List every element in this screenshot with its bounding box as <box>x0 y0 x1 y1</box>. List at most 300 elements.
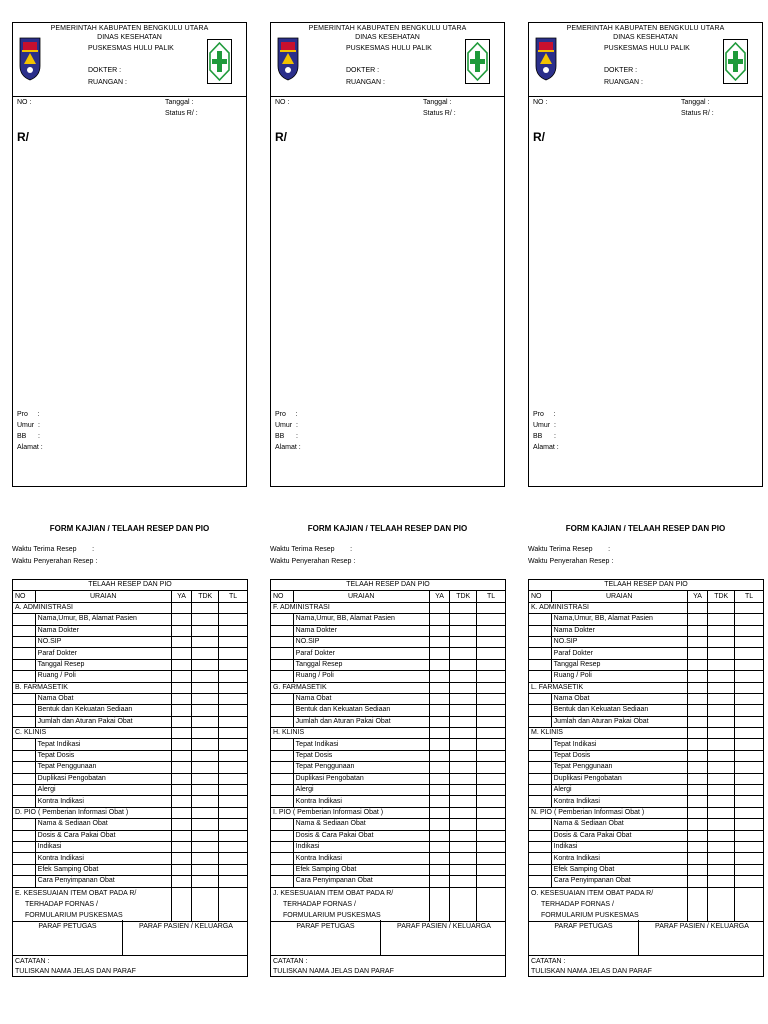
check-ya[interactable] <box>687 648 708 659</box>
check-ya[interactable] <box>171 762 192 773</box>
check-tdk[interactable] <box>192 728 219 739</box>
check-tl[interactable] <box>477 693 506 704</box>
check-tdk[interactable] <box>192 864 219 875</box>
notes-box <box>528 955 764 977</box>
check-tl[interactable] <box>477 648 506 659</box>
check-ya[interactable] <box>429 671 450 682</box>
check-tl[interactable] <box>219 807 248 818</box>
table-row <box>271 728 506 739</box>
row-no <box>529 830 552 841</box>
row-no <box>271 785 294 796</box>
row-no <box>271 625 294 636</box>
table-row <box>529 887 764 921</box>
criterion-label: Paraf Dokter <box>35 648 171 659</box>
check-tdk[interactable] <box>708 636 735 647</box>
check-tdk[interactable] <box>708 625 735 636</box>
check-tl[interactable] <box>477 739 506 750</box>
check-tl[interactable] <box>477 762 506 773</box>
check-tdk[interactable] <box>708 602 735 613</box>
check-tl[interactable] <box>735 853 764 864</box>
check-tdk[interactable] <box>450 739 477 750</box>
check-tl[interactable] <box>219 716 248 727</box>
check-tl[interactable] <box>219 682 248 693</box>
row-no <box>271 671 294 682</box>
check-ya[interactable] <box>429 773 450 784</box>
check-ya[interactable] <box>171 705 192 716</box>
check-tdk[interactable] <box>708 785 735 796</box>
check-tdk[interactable] <box>708 659 735 670</box>
check-tdk[interactable] <box>708 887 735 921</box>
check-ya[interactable] <box>171 853 192 864</box>
criterion-label: Dosis & Cara Pakai Obat <box>551 830 687 841</box>
check-ya[interactable] <box>429 693 450 704</box>
check-tl[interactable] <box>735 716 764 727</box>
check-tdk[interactable] <box>192 887 219 921</box>
check-tl[interactable] <box>477 659 506 670</box>
check-tl[interactable] <box>735 819 764 830</box>
check-ya[interactable] <box>687 728 708 739</box>
check-tl[interactable] <box>735 659 764 670</box>
check-ya[interactable] <box>171 876 192 887</box>
check-tl[interactable] <box>735 762 764 773</box>
check-tdk[interactable] <box>192 853 219 864</box>
check-ya[interactable] <box>171 739 192 750</box>
check-tl[interactable] <box>735 636 764 647</box>
criterion-label: Nama & Sediaan Obat <box>35 819 171 830</box>
criterion-label: Dosis & Cara Pakai Obat <box>293 830 429 841</box>
check-tl[interactable] <box>477 830 506 841</box>
check-tl[interactable] <box>477 807 506 818</box>
check-ya[interactable] <box>687 636 708 647</box>
criterion-label: Ruang / Poli <box>551 671 687 682</box>
check-tdk[interactable] <box>192 693 219 704</box>
check-tdk[interactable] <box>192 625 219 636</box>
check-tl[interactable] <box>477 671 506 682</box>
check-tdk[interactable] <box>708 864 735 875</box>
check-tl[interactable] <box>735 728 764 739</box>
table-row <box>271 671 506 682</box>
check-tdk[interactable] <box>708 819 735 830</box>
date-label: Tanggal : <box>423 99 452 106</box>
check-tdk[interactable] <box>708 762 735 773</box>
check-ya[interactable] <box>171 750 192 761</box>
check-tdk[interactable] <box>192 773 219 784</box>
check-ya[interactable] <box>429 841 450 852</box>
check-tdk[interactable] <box>450 773 477 784</box>
check-tl[interactable] <box>735 682 764 693</box>
review-table <box>270 579 506 922</box>
check-tl[interactable] <box>219 693 248 704</box>
check-tdk[interactable] <box>450 841 477 852</box>
section-header: M. KLINIS <box>529 728 688 739</box>
section-letter: J. <box>273 889 281 897</box>
table-row <box>271 682 506 693</box>
check-ya[interactable] <box>429 716 450 727</box>
check-ya[interactable] <box>429 796 450 807</box>
check-tdk[interactable] <box>192 614 219 625</box>
check-tdk[interactable] <box>708 739 735 750</box>
table-row <box>529 762 764 773</box>
check-ya[interactable] <box>171 819 192 830</box>
check-ya[interactable] <box>171 648 192 659</box>
row-no <box>13 671 36 682</box>
check-tdk[interactable] <box>450 636 477 647</box>
check-tdk[interactable] <box>450 876 477 887</box>
check-ya[interactable] <box>429 807 450 818</box>
check-ya[interactable] <box>171 864 192 875</box>
row-no <box>529 614 552 625</box>
check-tl[interactable] <box>477 636 506 647</box>
check-tdk[interactable] <box>450 682 477 693</box>
row-no <box>271 614 294 625</box>
section-letter: O. <box>531 889 541 897</box>
check-tdk[interactable] <box>708 807 735 818</box>
check-tdk[interactable] <box>708 773 735 784</box>
check-ya[interactable] <box>171 671 192 682</box>
check-tl[interactable] <box>477 785 506 796</box>
check-tdk[interactable] <box>450 728 477 739</box>
check-ya[interactable] <box>171 636 192 647</box>
row-no <box>13 625 36 636</box>
check-ya[interactable] <box>429 602 450 613</box>
table-row <box>529 853 764 864</box>
check-ya[interactable] <box>687 876 708 887</box>
check-tl[interactable] <box>219 648 248 659</box>
check-tl[interactable] <box>477 602 506 613</box>
check-ya[interactable] <box>429 876 450 887</box>
conformity-line-1: KESESUAIAN ITEM OBAT PADA R/ <box>23 889 137 897</box>
check-tdk[interactable] <box>192 659 219 670</box>
check-tl[interactable] <box>735 625 764 636</box>
check-tdk[interactable] <box>192 785 219 796</box>
check-tdk[interactable] <box>192 636 219 647</box>
check-tl[interactable] <box>477 625 506 636</box>
check-tl[interactable] <box>477 876 506 887</box>
table-row <box>271 762 506 773</box>
check-ya[interactable] <box>687 785 708 796</box>
check-ya[interactable] <box>429 648 450 659</box>
check-tdk[interactable] <box>450 819 477 830</box>
check-ya[interactable] <box>171 716 192 727</box>
check-ya[interactable] <box>687 796 708 807</box>
check-ya[interactable] <box>171 773 192 784</box>
check-ya[interactable] <box>687 659 708 670</box>
check-tdk[interactable] <box>708 796 735 807</box>
officer-signature-label: PARAF PETUGAS <box>271 920 381 955</box>
check-tdk[interactable] <box>450 659 477 670</box>
check-ya[interactable] <box>687 750 708 761</box>
check-tl[interactable] <box>735 705 764 716</box>
check-ya[interactable] <box>687 614 708 625</box>
check-ya[interactable] <box>429 853 450 864</box>
check-tl[interactable] <box>477 614 506 625</box>
check-tl[interactable] <box>219 887 248 921</box>
check-ya[interactable] <box>171 659 192 670</box>
check-tl[interactable] <box>735 693 764 704</box>
check-tdk[interactable] <box>450 887 477 921</box>
check-tl[interactable] <box>735 785 764 796</box>
check-tl[interactable] <box>735 671 764 682</box>
check-ya[interactable] <box>171 693 192 704</box>
check-tdk[interactable] <box>192 841 219 852</box>
check-tdk[interactable] <box>708 716 735 727</box>
check-tl[interactable] <box>735 830 764 841</box>
check-ya[interactable] <box>429 762 450 773</box>
check-ya[interactable] <box>687 739 708 750</box>
check-ya[interactable] <box>687 887 708 921</box>
check-ya[interactable] <box>171 887 192 921</box>
check-ya[interactable] <box>687 682 708 693</box>
check-ya[interactable] <box>687 807 708 818</box>
check-tdk[interactable] <box>708 841 735 852</box>
table-row <box>529 773 764 784</box>
check-ya[interactable] <box>171 728 192 739</box>
check-tl[interactable] <box>219 625 248 636</box>
criterion-label: Kontra Indikasi <box>293 853 429 864</box>
check-tdk[interactable] <box>450 716 477 727</box>
row-no <box>271 648 294 659</box>
check-tdk[interactable] <box>450 648 477 659</box>
check-ya[interactable] <box>687 625 708 636</box>
check-ya[interactable] <box>171 682 192 693</box>
check-tl[interactable] <box>219 705 248 716</box>
table-row <box>529 796 764 807</box>
check-tdk[interactable] <box>708 682 735 693</box>
check-tl[interactable] <box>219 739 248 750</box>
check-tl[interactable] <box>477 682 506 693</box>
check-ya[interactable] <box>687 773 708 784</box>
check-ya[interactable] <box>429 887 450 921</box>
check-tdk[interactable] <box>450 864 477 875</box>
check-tl[interactable] <box>477 841 506 852</box>
check-tdk[interactable] <box>192 602 219 613</box>
check-tl[interactable] <box>219 728 248 739</box>
table-row <box>13 796 248 807</box>
check-tl[interactable] <box>219 796 248 807</box>
check-ya[interactable] <box>429 819 450 830</box>
col-header-ya: YA <box>687 591 708 602</box>
check-tl[interactable] <box>477 716 506 727</box>
check-tl[interactable] <box>219 671 248 682</box>
check-tdk[interactable] <box>192 762 219 773</box>
check-tdk[interactable] <box>708 876 735 887</box>
table-row <box>13 773 248 784</box>
check-ya[interactable] <box>429 864 450 875</box>
check-tdk[interactable] <box>450 693 477 704</box>
check-tl[interactable] <box>219 864 248 875</box>
check-ya[interactable] <box>687 819 708 830</box>
check-tl[interactable] <box>219 853 248 864</box>
check-tdk[interactable] <box>450 602 477 613</box>
patient-umur-label: Umur : <box>275 422 298 429</box>
check-ya[interactable] <box>687 864 708 875</box>
criterion-label: Tepat Penggunaan <box>293 762 429 773</box>
notes-label: CATATAN : <box>273 958 308 965</box>
check-tl[interactable] <box>735 739 764 750</box>
row-no <box>529 739 552 750</box>
check-tl[interactable] <box>735 807 764 818</box>
check-tdk[interactable] <box>450 830 477 841</box>
table-row <box>13 876 248 887</box>
table-row <box>529 750 764 761</box>
table-row <box>529 705 764 716</box>
check-tl[interactable] <box>219 876 248 887</box>
check-ya[interactable] <box>687 762 708 773</box>
table-row <box>529 625 764 636</box>
check-ya[interactable] <box>687 693 708 704</box>
check-tl[interactable] <box>219 636 248 647</box>
check-tdk[interactable] <box>450 671 477 682</box>
check-tdk[interactable] <box>192 705 219 716</box>
table-row <box>271 807 506 818</box>
criterion-label: Tepat Penggunaan <box>551 762 687 773</box>
check-ya[interactable] <box>687 853 708 864</box>
check-tdk[interactable] <box>450 853 477 864</box>
check-ya[interactable] <box>429 636 450 647</box>
check-tdk[interactable] <box>192 750 219 761</box>
check-ya[interactable] <box>429 785 450 796</box>
check-tl[interactable] <box>219 762 248 773</box>
check-tdk[interactable] <box>192 671 219 682</box>
check-tl[interactable] <box>735 864 764 875</box>
check-tdk[interactable] <box>450 614 477 625</box>
table-row <box>13 671 248 682</box>
check-tdk[interactable] <box>192 819 219 830</box>
conformity-line-2: TERHADAP FORNAS / <box>283 900 356 908</box>
check-tdk[interactable] <box>450 762 477 773</box>
check-tl[interactable] <box>735 841 764 852</box>
check-ya[interactable] <box>171 625 192 636</box>
check-tdk[interactable] <box>192 648 219 659</box>
check-tl[interactable] <box>735 773 764 784</box>
check-tl[interactable] <box>477 750 506 761</box>
table-row <box>13 602 248 613</box>
check-ya[interactable] <box>687 841 708 852</box>
criterion-label: Cara Penyimpanan Obat <box>293 876 429 887</box>
row-no <box>13 785 36 796</box>
check-tl[interactable] <box>735 887 764 921</box>
check-tl[interactable] <box>219 785 248 796</box>
check-tdk[interactable] <box>708 614 735 625</box>
check-tdk[interactable] <box>450 750 477 761</box>
check-ya[interactable] <box>687 602 708 613</box>
check-tl[interactable] <box>477 728 506 739</box>
check-tdk[interactable] <box>708 693 735 704</box>
check-tdk[interactable] <box>708 853 735 864</box>
check-tl[interactable] <box>477 705 506 716</box>
check-tl[interactable] <box>735 648 764 659</box>
check-tl[interactable] <box>735 750 764 761</box>
check-tdk[interactable] <box>192 876 219 887</box>
row-no <box>13 796 36 807</box>
notes-instruction: TULISKAN NAMA JELAS DAN PARAF <box>15 968 136 975</box>
check-tl[interactable] <box>477 853 506 864</box>
check-tdk[interactable] <box>192 830 219 841</box>
check-ya[interactable] <box>171 785 192 796</box>
check-tl[interactable] <box>735 796 764 807</box>
check-tdk[interactable] <box>450 807 477 818</box>
check-ya[interactable] <box>171 602 192 613</box>
check-tdk[interactable] <box>192 739 219 750</box>
check-ya[interactable] <box>687 716 708 727</box>
check-ya[interactable] <box>171 830 192 841</box>
check-tdk[interactable] <box>192 682 219 693</box>
check-tdk[interactable] <box>708 830 735 841</box>
check-ya[interactable] <box>429 728 450 739</box>
check-tdk[interactable] <box>708 648 735 659</box>
table-row <box>13 739 248 750</box>
check-ya[interactable] <box>429 625 450 636</box>
check-ya[interactable] <box>171 614 192 625</box>
check-tdk[interactable] <box>450 705 477 716</box>
check-tl[interactable] <box>477 887 506 921</box>
check-ya[interactable] <box>429 830 450 841</box>
check-ya[interactable] <box>429 682 450 693</box>
check-ya[interactable] <box>171 796 192 807</box>
check-ya[interactable] <box>687 705 708 716</box>
check-tdk[interactable] <box>192 716 219 727</box>
check-ya[interactable] <box>687 830 708 841</box>
card-header <box>13 23 246 97</box>
check-tdk[interactable] <box>192 796 219 807</box>
check-ya[interactable] <box>429 659 450 670</box>
check-tl[interactable] <box>735 602 764 613</box>
check-tdk[interactable] <box>708 671 735 682</box>
check-tl[interactable] <box>219 819 248 830</box>
check-tdk[interactable] <box>450 796 477 807</box>
check-tl[interactable] <box>219 830 248 841</box>
criterion-label: Nama Dokter <box>293 625 429 636</box>
check-ya[interactable] <box>429 705 450 716</box>
check-tl[interactable] <box>477 773 506 784</box>
check-tl[interactable] <box>219 750 248 761</box>
row-no <box>271 773 294 784</box>
check-tdk[interactable] <box>708 705 735 716</box>
check-tdk[interactable] <box>450 785 477 796</box>
check-ya[interactable] <box>687 671 708 682</box>
check-ya[interactable] <box>429 739 450 750</box>
check-tl[interactable] <box>219 659 248 670</box>
criterion-label: Indikasi <box>293 841 429 852</box>
check-tdk[interactable] <box>192 807 219 818</box>
table-row <box>529 728 764 739</box>
check-ya[interactable] <box>171 807 192 818</box>
table-row <box>529 602 764 613</box>
criterion-label: Efek Samping Obat <box>293 864 429 875</box>
check-tl[interactable] <box>219 602 248 613</box>
check-tdk[interactable] <box>450 625 477 636</box>
check-tl[interactable] <box>219 773 248 784</box>
check-tl[interactable] <box>219 841 248 852</box>
table-row <box>13 614 248 625</box>
row-no <box>271 819 294 830</box>
row-no <box>529 785 552 796</box>
check-tl[interactable] <box>477 796 506 807</box>
patient-fields <box>275 409 301 453</box>
check-ya[interactable] <box>171 841 192 852</box>
check-tl[interactable] <box>219 614 248 625</box>
check-tl[interactable] <box>477 819 506 830</box>
handover-time-label: Waktu Penyerahan Resep : <box>12 558 98 565</box>
check-ya[interactable] <box>429 750 450 761</box>
check-tl[interactable] <box>477 864 506 875</box>
check-tl[interactable] <box>735 614 764 625</box>
check-tdk[interactable] <box>708 750 735 761</box>
check-ya[interactable] <box>429 614 450 625</box>
check-tl[interactable] <box>735 876 764 887</box>
table-row <box>13 853 248 864</box>
check-tdk[interactable] <box>708 728 735 739</box>
